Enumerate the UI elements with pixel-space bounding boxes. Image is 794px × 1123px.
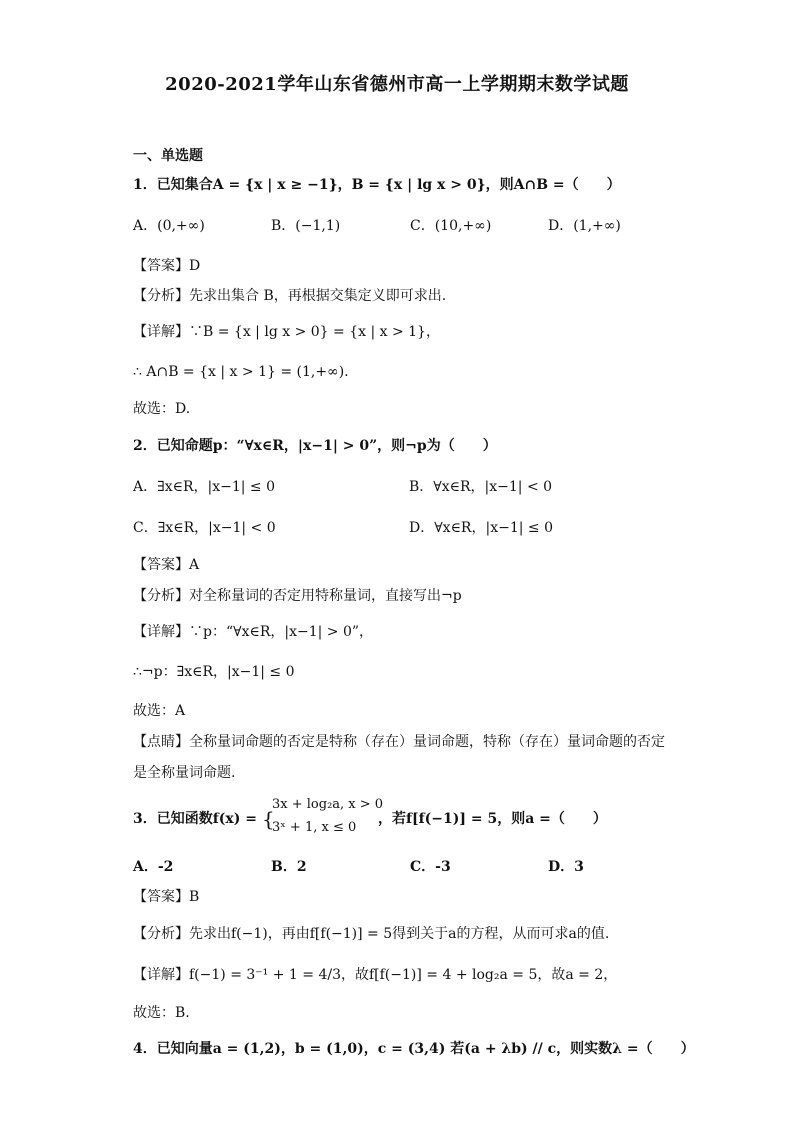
q1-analysis: 【分析】先求出集合 B，再根据交集定义即可求出. — [133, 288, 447, 304]
q1-detail-line2: ∴ A∩B = {x | x > 1} = (1,+∞). — [133, 364, 349, 380]
q2-note-line2: 是全称量词命题. — [133, 765, 236, 781]
q3-answer: 【答案】B — [133, 889, 200, 905]
page-title: 2020-2021学年山东省德州市高一上学期期末数学试题 — [165, 74, 629, 95]
q1-choose: 故选：D. — [133, 401, 191, 417]
q1-option-d: D．(1,+∞) — [548, 218, 621, 234]
q1-answer: 【答案】D — [133, 258, 201, 274]
q4-stem: 4．已知向量a = (1,2)，b = (1,0)，c = (3,4) 若(a + λb) // c，则实数λ =（ ） — [133, 1041, 695, 1057]
q3-piecewise-case2: 3ˣ + 1, x ≤ 0 — [272, 820, 357, 835]
q2-analysis: 【分析】对全称量词的否定用特称量词，直接写出¬p — [133, 588, 462, 604]
q3-option-b: B．2 — [271, 859, 307, 875]
q2-note-line1: 【点睛】全称量词命题的否定是特称（存在）量词命题，特称（存在）量词命题的否定 — [133, 734, 665, 750]
q3-detail: 【详解】f(−1) = 3⁻¹ + 1 = 4/3，故f[f(−1)] = 4 + log₂a = 5，故a = 2， — [133, 967, 618, 983]
q2-option-c: C．∃x∈R，|x−1| < 0 — [133, 520, 276, 536]
q1-option-a: A．(0,+∞) — [133, 218, 205, 234]
q2-answer: 【答案】A — [133, 557, 200, 573]
q3-stem-prefix: 3．已知函数f(x) = — [133, 811, 257, 827]
q3-option-d: D．3 — [548, 859, 584, 875]
q1-detail-line1: 【详解】∵B = {x | lg x > 0} = {x | x > 1}， — [133, 324, 440, 340]
q3-option-a: A．-2 — [133, 859, 174, 875]
section-heading: 一、单选题 — [133, 148, 203, 164]
q3-piecewise-case1: 3x + log₂a, x > 0 — [272, 797, 384, 812]
q3-choose: 故选：B. — [133, 1005, 190, 1021]
q2-option-b: B．∀x∈R，|x−1| < 0 — [409, 479, 553, 495]
q1-option-b: B．(−1,1) — [271, 218, 341, 234]
q3-analysis: 【分析】先求出f(−1)，再由f[f(−1)] = 5得到关于a的方程，从而可求a的值. — [133, 926, 610, 942]
q1-option-c: C．(10,+∞) — [410, 218, 492, 234]
q2-detail-line2: ∴¬p：∃x∈R，|x−1| ≤ 0 — [133, 664, 295, 680]
q3-option-c: C．-3 — [410, 859, 451, 875]
q2-option-d: D．∀x∈R，|x−1| ≤ 0 — [409, 520, 553, 536]
q2-stem: 2．已知命题p：“∀x∈R，|x−1| > 0”，则¬p为（ ） — [133, 438, 497, 454]
q3-piecewise-brace: { — [262, 807, 275, 831]
q3-stem-suffix: ，若f[f(−1)] = 5，则a =（ ） — [378, 811, 607, 827]
q2-choose: 故选：A — [133, 703, 186, 719]
q2-detail-line1: 【详解】∵p：“∀x∈R，|x−1| > 0”， — [133, 624, 374, 640]
q2-option-a: A．∃x∈R，|x−1| ≤ 0 — [133, 479, 276, 495]
q1-stem: 1．已知集合A = {x | x ≥ −1}，B = {x | lg x > 0}，则A∩B =（ ） — [133, 177, 621, 193]
